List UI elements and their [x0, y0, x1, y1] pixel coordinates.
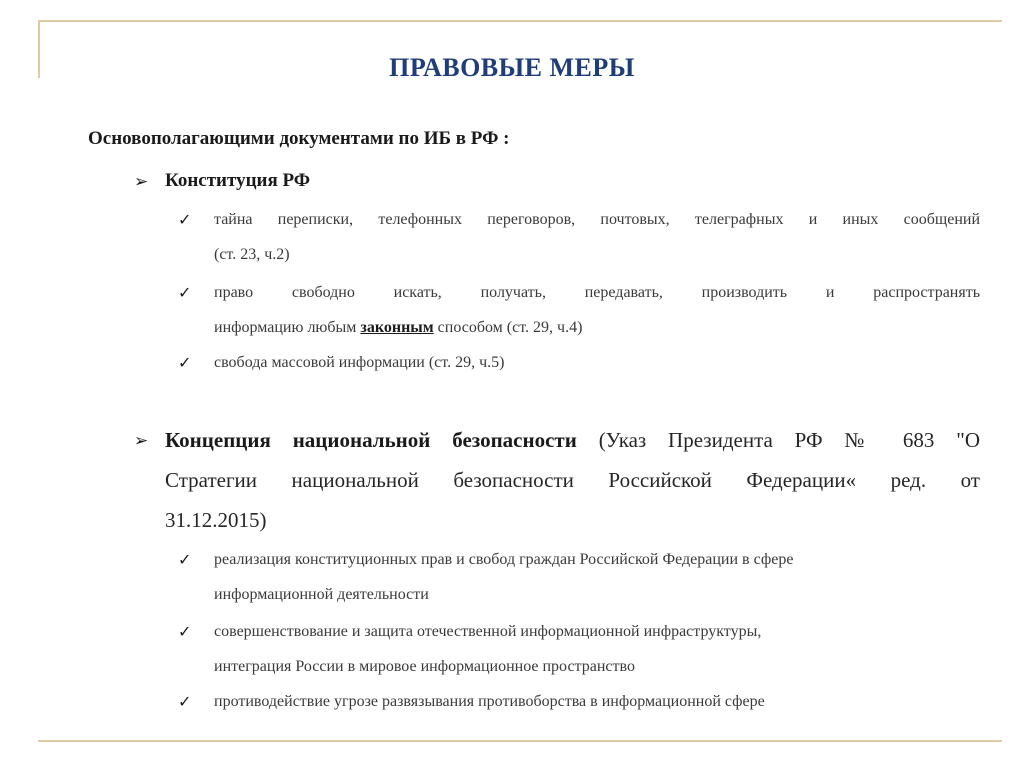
- section1-item-2-line1: право свободно искать, получать, передавать, производить и распространять: [214, 284, 980, 301]
- section1-item-3-line1: свобода массовой информации (ст. 29, ч.5): [214, 354, 505, 371]
- section2-heading-line3: 31.12.2015): [165, 508, 267, 532]
- frame-top-line: [38, 20, 1002, 22]
- section1-item-2: [214, 275, 980, 345]
- section1-item-2-line2-pre: информацию любым: [214, 319, 361, 336]
- section1-item-2-line2: [214, 310, 980, 345]
- check-icon: ✓: [178, 694, 192, 711]
- arrow-bullet-icon: ➢: [134, 172, 149, 191]
- check-icon: ✓: [178, 624, 192, 641]
- section2-item-2-line2: интеграция России в мировое информационное пространство: [214, 658, 635, 675]
- section2-heading-line1: [165, 420, 980, 460]
- section2-item-3-line1: противодействие угрозе развязывания противоборства в информационной сфере: [214, 693, 765, 710]
- section2-heading-rest: (Указ Президента РФ № 683 "О: [576, 428, 980, 452]
- section2-heading-line2: Стратегии национальной безопасности Российской Федерации« ред. от: [165, 468, 980, 492]
- section1-item-2-line2-post: способом (ст. 29, ч.4): [433, 319, 583, 336]
- section2-item-2-line1: совершенствование и защита отечественной информационной инфраструктуры,: [214, 623, 762, 640]
- check-icon: ✓: [178, 355, 192, 372]
- section2-item-2: [214, 614, 980, 684]
- section2-item-1-line1: реализация конституционных прав и свобод граждан Российской Федерации в сфере: [214, 551, 794, 568]
- arrow-bullet-icon: ➢: [134, 431, 149, 450]
- intro-text: Основополагающими документами по ИБ в РФ :: [88, 128, 510, 149]
- section1-item-3: [214, 345, 980, 380]
- frame-bottom-line: [38, 740, 1002, 742]
- check-icon: ✓: [178, 552, 192, 569]
- check-icon: ✓: [178, 212, 192, 229]
- section2-heading: [165, 420, 980, 540]
- section2-item-1-line2: информационной деятельности: [214, 586, 429, 603]
- section2-item-3: [214, 684, 980, 719]
- section1-item-1: [214, 202, 980, 272]
- page-title: ПРАВОВЫЕ МЕРЫ: [389, 53, 635, 82]
- section1-item-1-line1: тайна переписки, телефонных переговоров, почтовых, телеграфных и иных сообщений: [214, 211, 980, 228]
- section2-item-1: [214, 542, 980, 612]
- emphasis-word: законным: [360, 319, 434, 336]
- section1-item-1-line2: (ст. 23, ч.2): [214, 246, 290, 263]
- section1-heading: Конституция РФ: [165, 170, 311, 191]
- check-icon: ✓: [178, 285, 192, 302]
- section2-heading-bold: Концепция национальной безопасности: [165, 428, 577, 452]
